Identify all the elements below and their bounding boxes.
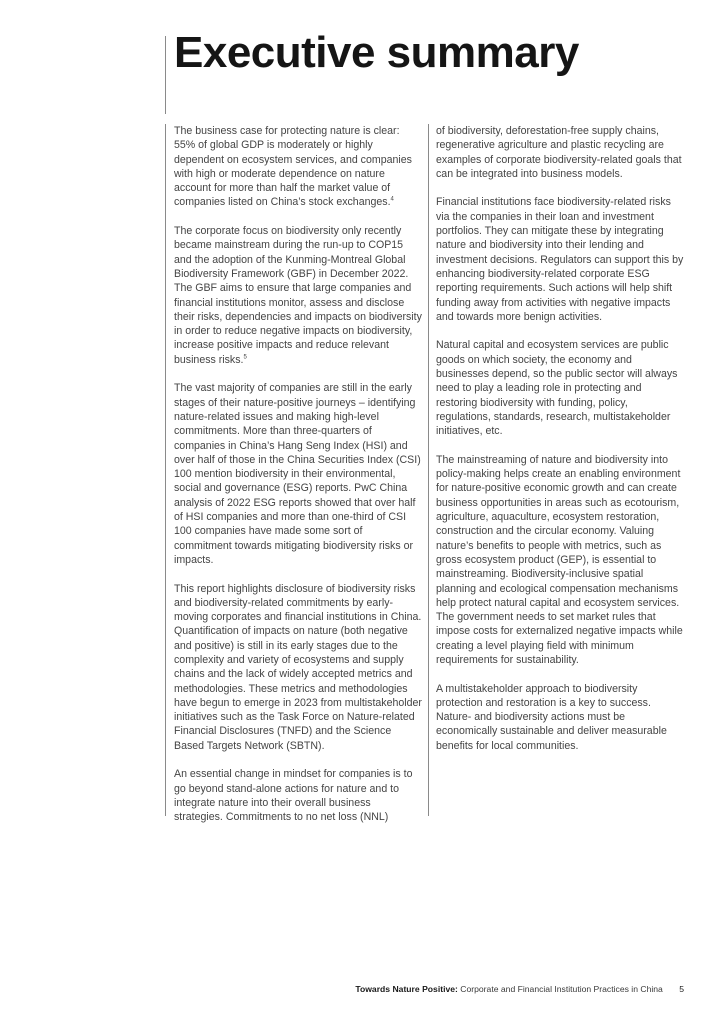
footer-report-subtitle: Corporate and Financial Institution Practices in China: [460, 984, 663, 994]
paragraph: Natural capital and ecosystem services are public goods on which society, the economy and businesses depend, so the public sector will always need to play a leading role in protecting and restoring biodiversity with funding, policy, regulations, standards, research, multistakeholder initiatives, etc.: [436, 339, 678, 438]
paragraph: The mainstreaming of nature and biodiversity into policy-making helps create an enabling environment for nature-positive economic growth and can create business opportunities in areas such as ecotourism, agriculture, aquaculture, ecosystem restoration, construction and the circular economy. Valuing nature’s benefits to people with metrics, such as gross ecosystem product (GEP), is essential to mainstreaming. Biodiversity-inclusive spatial planning and ecological compensation mechanisms help protect natural capital and ecosystem services. The government needs to set market rules that impose costs for externalized negative impacts while creating a level playing field with minimum requirements for sustainability.: [436, 453, 683, 666]
paragraph: This report highlights disclosure of biodiversity risks and biodiversity-related commitments by early-moving corporates and financial institutions in China. Quantification of impacts on nature (both negative and positive) is still in its early stages due to the complexity and variety of ecosystems and supply chains and the lack of widely accepted metrics and methodologies. These metrics and methodologies have begun to emerge in 2023 from multistakeholder initiatives such as the Task Force on Nature-related Financial Disclosures (TNFD) and the Science Based Targets Network (SBTN).: [174, 582, 422, 752]
paragraph-text: The business case for protecting nature is clear: 55% of global GDP is moderately or highly dependent on ecosystem services, and companies with high or moderate dependence on nature account for more than half the market value of companies listed on China’s stock exchanges.: [174, 125, 412, 209]
left-column-divider-line: [165, 124, 166, 816]
page-number: 5: [679, 984, 684, 994]
column-divider-line: [428, 124, 429, 816]
left-text-column: [174, 124, 422, 825]
paragraph: The vast majority of companies are still in the early stages of their nature-positive journeys – identifying nature-related issues and making high-level commitments. More than three-quarters of companies in China’s Hang Seng Index (HSI) and over half of those in the China Securities Index (CSI) 100 mention biodiversity in their environmental, social and governance (ESG) reports. PwC China analysis of 2022 ESG reports showed that over half of HSI companies and more than one-third of CSI 100 companies have made some sort of commitment towards mitigating biodiversity risks or impacts.: [174, 382, 421, 566]
footnote-ref: 5: [243, 354, 247, 361]
page-footer: [355, 984, 684, 994]
paragraph: Financial institutions face biodiversity-related risks via the companies in their loan and investment portfolios. They can mitigate these by integrating nature and biodiversity into their lending and investment decisions. Regulators can support this by enhancing biodiversity-related corporate ESG reporting requirements. Such actions will help shift funding away from activities with negative impacts and towards more benign activities.: [436, 196, 684, 323]
page-title: Executive summary: [174, 28, 579, 77]
paragraph: A multistakeholder approach to biodiversity protection and restoration is a key to success. Nature- and biodiversity actions must be economically sustainable and deliver measurable benefits for local communities.: [436, 682, 667, 752]
right-text-column: [436, 124, 684, 753]
title-divider-line: [165, 36, 166, 114]
footnote-ref: 4: [390, 196, 394, 203]
paragraph: An essential change in mindset for companies is to go beyond stand-alone actions for nature and to integrate nature into their overall business strategies. Commitments to no net loss (NNL): [174, 768, 413, 824]
paragraph: [174, 124, 422, 210]
paragraph: of biodiversity, deforestation-free supply chains, regenerative agriculture and plastic recycling are examples of corporate biodiversity-related goals that can be integrated into business models.: [436, 125, 682, 180]
footer-report-title: Towards Nature Positive:: [355, 984, 458, 994]
paragraph-text: The corporate focus on biodiversity only recently became mainstream during the run-up to COP15 and the adoption of the Kunming-Montreal Global Biodiversity Framework (GBF) in December 2022. The GBF aims to ensure that large companies and financial institutions monitor, assess and disclose their risks, dependencies and impacts on biodiversity in order to reduce negative impacts on biodiversity, increase positive impacts and reduce relevant business risks.: [174, 225, 422, 366]
paragraph: [174, 224, 422, 367]
